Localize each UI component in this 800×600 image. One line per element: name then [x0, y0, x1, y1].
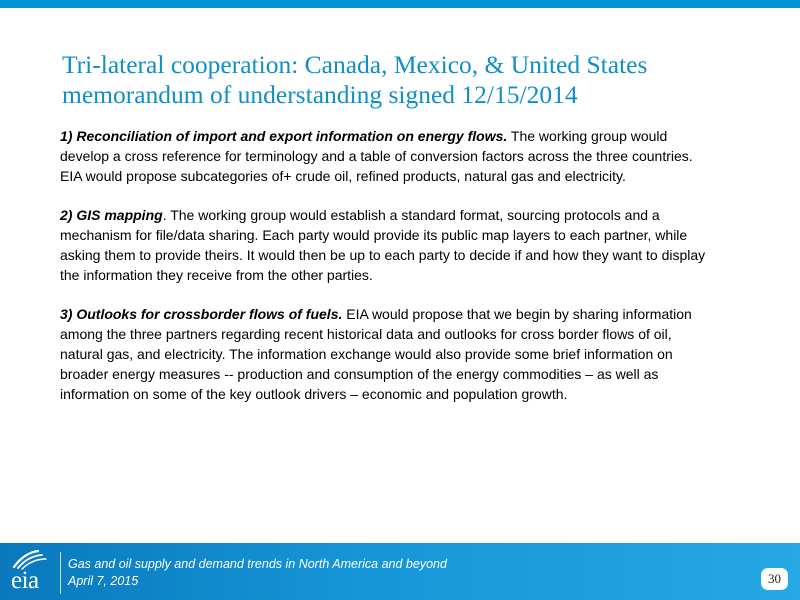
paragraph-line: information on some of the key outlook drivers – economic and population growth.: [60, 386, 568, 402]
eia-logo: [8, 547, 56, 597]
paragraph-line: the information they receive from the other parties.: [60, 267, 373, 283]
paragraph-line: develop a cross reference for terminology and a table of conversion factors across the three countries.: [60, 148, 693, 164]
paragraph-outlooks: [60, 304, 790, 404]
slide-title-line-1: Tri-lateral cooperation: Canada, Mexico, & United States: [62, 50, 648, 79]
paragraph-line: broader energy measures -- production and consumption of the energy commodities – as well as: [60, 366, 659, 382]
page-number: 30: [761, 568, 788, 590]
paragraph-line: [60, 205, 790, 225]
slide-footer: [0, 543, 800, 600]
paragraph-line: natural gas, and electricity. The information exchange would also provide some brief information on: [60, 346, 673, 362]
paragraph-line: among the three partners regarding recent historical data and outlooks for cross border flows of oil,: [60, 326, 672, 342]
paragraph-line: mechanism for file/data sharing. Each party would provide its public map layers to each partner, while: [60, 227, 688, 243]
paragraph-line: [60, 126, 790, 146]
slide-title: [62, 50, 762, 110]
paragraph-line: asking them to provide theirs. It would then be up to each party to decide if and how they want to display: [60, 247, 706, 263]
paragraph-reconciliation: [60, 126, 790, 186]
slide-body: [60, 126, 790, 423]
paragraph-heading: 3) Outlooks for crossborder flows of fuels.: [60, 306, 343, 322]
paragraph-heading: 1) Reconciliation of import and export information on energy flows.: [60, 128, 508, 144]
paragraph-line: EIA would propose subcategories of+ crude oil, refined products, natural gas and electricity.: [60, 168, 626, 184]
paragraph-text: . The working group would establish a standard format, sourcing protocols and a: [162, 207, 660, 223]
paragraph-text: The working group would: [507, 128, 668, 144]
presentation-date: April 7, 2015: [68, 574, 139, 588]
paragraph-text: EIA would propose that we begin by sharing information: [342, 306, 692, 322]
top-accent-bar: [0, 0, 800, 8]
paragraph-line: [60, 304, 790, 324]
footer-divider: [60, 552, 61, 594]
slide-title-line-2: memorandum of understanding signed 12/15/2014: [62, 80, 578, 109]
eia-logo-text: eia: [11, 567, 39, 594]
paragraph-heading: 2) GIS mapping: [60, 207, 163, 223]
presentation-title: Gas and oil supply and demand trends in North America and beyond: [68, 557, 447, 571]
paragraph-gis-mapping: [60, 205, 790, 285]
